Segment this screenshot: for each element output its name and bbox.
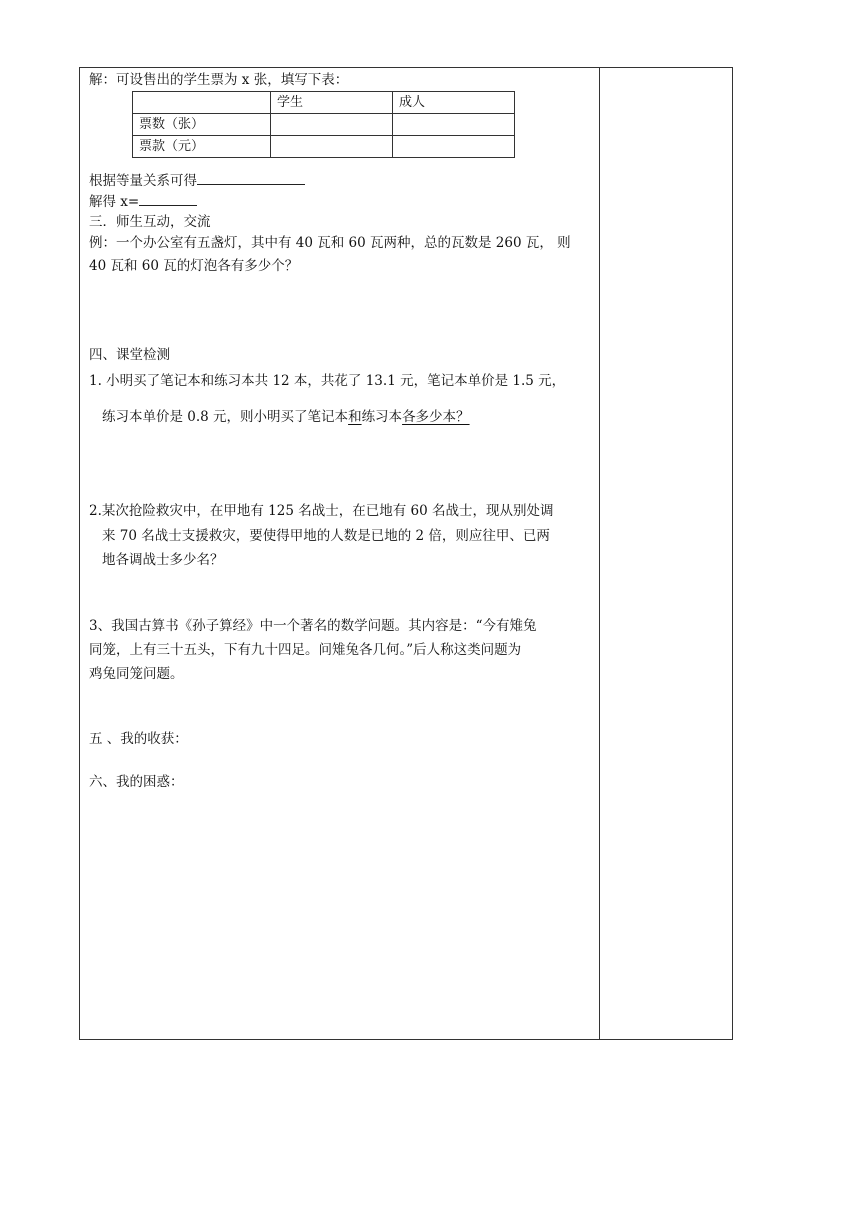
table-header-cell: 学生 — [271, 92, 393, 114]
q1-line-1: 1. 小明买了笔记本和练习本共 12 本，共花了 13.1 元，笔记本单价是 1.5 元， — [89, 373, 566, 389]
table-cell: 票款（元） — [133, 136, 271, 158]
solve-label: 解得 x= — [89, 194, 140, 210]
q2-line-1: 2.某次抢险救灾中，在甲地有 125 名战士，在已地有 60 名战士，现从别处调 — [89, 503, 554, 519]
table-cell — [393, 114, 515, 136]
table-header-cell: 成人 — [393, 92, 515, 114]
ticket-table — [132, 91, 515, 158]
q1-text-c: 练习本 — [361, 409, 403, 425]
section4-title: 四、课堂检测 — [89, 347, 170, 363]
intro-text: 解：可设售出的学生票为 x 张，填写下表： — [89, 72, 349, 88]
equation-line — [89, 170, 305, 191]
q3-line-3: 鸡兔同笼问题。 — [89, 666, 184, 682]
q3-line-2: 同笼，上有三十五头，下有九十四足。问雉兔各几何。”后人称这类问题为 — [89, 642, 522, 658]
table-cell — [271, 136, 393, 158]
section3-title: 三．师生互动，交流 — [89, 214, 211, 230]
q2-line-3: 地各调战士多少名？ — [102, 552, 224, 568]
solve-blank — [139, 191, 197, 206]
section6-title: 六、我的困惑： — [89, 774, 184, 790]
q1-text-b: 和 — [348, 409, 362, 425]
table-header-row — [133, 92, 515, 114]
equation-blank — [197, 170, 305, 185]
column-divider — [599, 68, 600, 1039]
table-row — [133, 136, 515, 158]
example-line-2: 40 瓦和 60 瓦的灯泡各有多少个？ — [89, 258, 299, 274]
table-cell — [271, 114, 393, 136]
table-cell: 票数（张） — [133, 114, 271, 136]
q1-text-d: 各多少本？ — [402, 409, 470, 425]
table-row — [133, 114, 515, 136]
equation-label: 根据等量关系可得 — [89, 173, 197, 189]
q1-line-2 — [102, 407, 470, 427]
q2-line-2: 来 70 名战士支援救灾，要使得甲地的人数是已地的 2 倍，则应往甲、已两 — [102, 528, 550, 544]
section5-title: 五 、我的收获： — [89, 731, 188, 747]
example-line-1: 例：一个办公室有五盏灯，其中有 40 瓦和 60 瓦两种，总的瓦数是 260 瓦， 则 — [89, 235, 571, 251]
worksheet-table — [79, 67, 733, 1040]
q1-text-a: 练习本单价是 0.8 元，则小明买了笔记本 — [102, 409, 349, 425]
table-cell — [393, 136, 515, 158]
table-header-cell — [133, 92, 271, 114]
q3-line-1: 3、我国古算书《孙子算经》中一个著名的数学问题。其内容是：“今有雉兔 — [89, 618, 537, 634]
solve-line — [89, 191, 197, 212]
